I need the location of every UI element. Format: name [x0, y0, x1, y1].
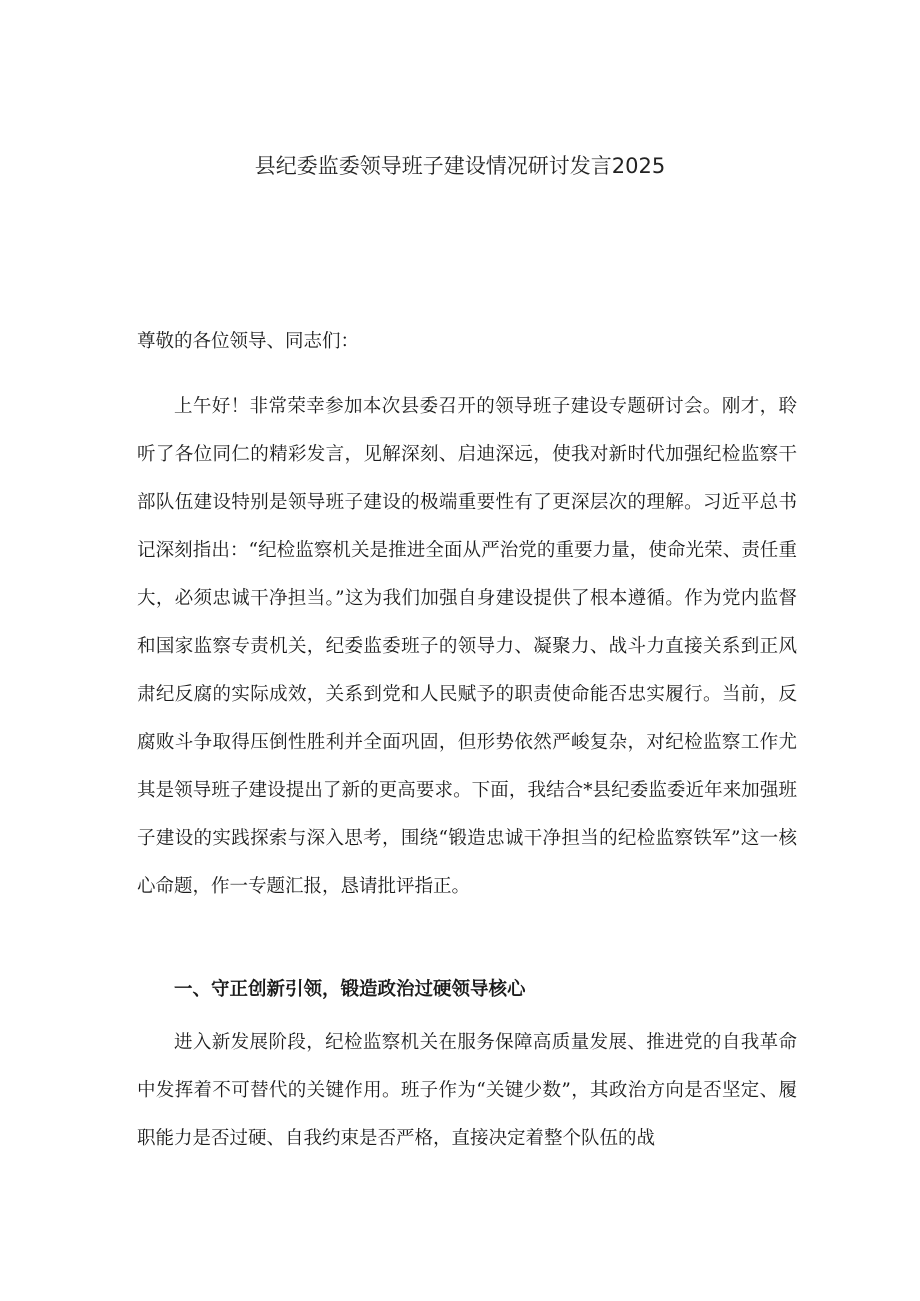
- document-title: 县纪委监委领导班子建设情况研讨发言2025: [254, 154, 666, 178]
- salutation: 尊敬的各位领导、同志们：: [137, 331, 360, 352]
- section-heading-1: 一、守正创新引领，锻造政治过硬领导核心: [174, 979, 526, 1000]
- paragraph-intro: 上午好！非常荣幸参加本次县委召开的领导班子建设专题研讨会。刚才，聆听了各位同仁的精彩发言，见解深刻、启迪深远，使我对新时代加强纪检监察干部队伍建设特别是领导班子建设的极端重要性有了更深层次的理解。习近平总书记深刻指出：“纪检监察机关是推进全面从严治党的重要力量，使命光荣、责任重大，必须忠诚干净担当。”这为我们加强自身建设提供了根本遵循。作为党内监督和国家监察专责机关，纪委监委班子的领导力、凝聚力、战斗力直接关系到正风肃纪反腐的实际成效，关系到党和人民赋予的职责使命能否忠实履行。当前，反腐败斗争取得压倒性胜利并全面巩固，但形势依然严峻复杂，对纪检监察工作尤其是领导班子建设提出了新的更高要求。下面，我结合*县纪委监委近年来加强班子建设的实践探索与深入思考，围绕“锻造忠诚干净担当的纪检监察铁军”这一核心命题，作一专题汇报，恳请批评指正。: [137, 396, 797, 897]
- paragraph-section-1: 进入新发展阶段，纪检监察机关在服务保障高质量发展、推进党的自我革命中发挥着不可替代的关键作用。班子作为“关键少数”，其政治方向是否坚定、履职能力是否过硬、自我约束是否严格，直接决定着整个队伍的战: [137, 1032, 797, 1149]
